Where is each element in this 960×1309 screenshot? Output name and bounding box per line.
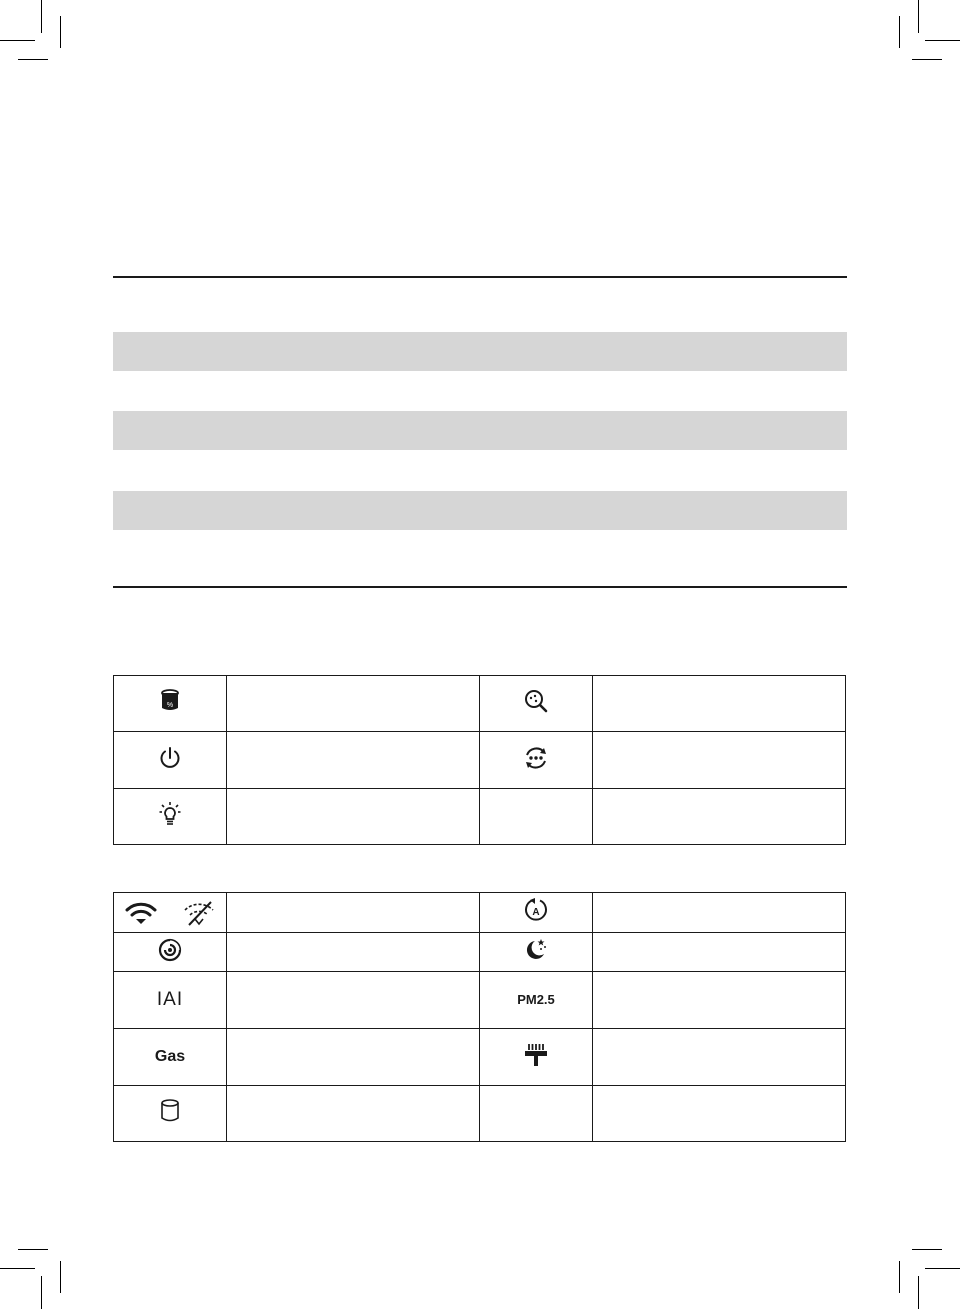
wifi-off-icon [183, 900, 215, 926]
filter-cylinder-icon [160, 1099, 180, 1123]
grey-band [113, 491, 847, 530]
indicators-table [113, 892, 846, 1142]
icon-cell [480, 1086, 593, 1142]
description-cell [593, 789, 846, 845]
bottom-rule [113, 586, 847, 588]
description-cell [227, 933, 480, 972]
icon-cell [480, 893, 593, 933]
svg-text:A: A [532, 907, 540, 918]
crop-mark [899, 1261, 900, 1293]
table-row [114, 732, 846, 789]
icon-cell [114, 1086, 227, 1142]
gas-icon: Gas [154, 1048, 186, 1065]
light-bulb-icon [158, 801, 182, 827]
icon-cell [114, 893, 227, 933]
table-row [114, 933, 846, 972]
description-cell [593, 1029, 846, 1086]
description-cell [227, 1029, 480, 1086]
mode-cycle-icon [523, 745, 549, 771]
table-row [114, 972, 846, 1029]
crop-mark [899, 16, 900, 48]
description-cell [227, 732, 480, 789]
description-cell [227, 789, 480, 845]
iai-icon: IAI [156, 989, 184, 1010]
icon-cell [114, 933, 227, 972]
crop-mark [912, 1249, 942, 1250]
search-magnifier-icon [523, 688, 549, 714]
buttons-table [113, 675, 846, 845]
crop-mark [918, 1276, 919, 1309]
wifi-icon [125, 901, 157, 925]
crop-mark [18, 1249, 48, 1250]
pm25-icon: PM2.5 [517, 992, 555, 1007]
crop-mark [41, 1276, 42, 1309]
crop-mark [18, 59, 48, 60]
description-cell [227, 893, 480, 933]
icon-cell [480, 1029, 593, 1086]
icon-cell [480, 933, 593, 972]
crop-mark [925, 1268, 960, 1269]
top-rule [113, 276, 847, 278]
description-cell [593, 676, 846, 732]
icon-cell [114, 789, 227, 845]
icon-cell [114, 732, 227, 789]
table-row [114, 893, 846, 933]
auto-mode-icon [523, 897, 549, 923]
icon-cell [114, 972, 227, 1029]
icon-cell [480, 789, 593, 845]
description-cell [227, 1086, 480, 1142]
table-row [114, 1029, 846, 1086]
svg-text:%: % [166, 702, 174, 709]
table-row [114, 676, 846, 732]
icon-cell [114, 676, 227, 732]
crop-mark [925, 40, 960, 41]
description-cell [593, 972, 846, 1029]
filter-cartridge-percent-icon [160, 689, 180, 713]
description-cell [227, 972, 480, 1029]
crop-mark [918, 0, 919, 33]
icon-cell [480, 732, 593, 789]
table-row [114, 789, 846, 845]
crop-mark [60, 16, 61, 48]
grey-band [113, 411, 847, 450]
description-cell [593, 933, 846, 972]
description-cell [593, 893, 846, 933]
crop-mark [60, 1261, 61, 1293]
description-cell [593, 732, 846, 789]
description-cell [227, 676, 480, 732]
icon-cell [480, 972, 593, 1029]
grey-band [113, 332, 847, 371]
crop-mark [0, 1268, 35, 1269]
crop-mark [41, 0, 42, 33]
icon-cell [114, 1029, 227, 1086]
crop-mark [912, 59, 942, 60]
power-icon [158, 746, 182, 770]
sleep-mode-icon [523, 937, 549, 963]
pre-filter-brush-icon [522, 1042, 550, 1068]
turbo-fan-icon [157, 937, 183, 963]
table-row [114, 1086, 846, 1142]
icon-cell [480, 676, 593, 732]
crop-mark [0, 40, 35, 41]
description-cell [593, 1086, 846, 1142]
